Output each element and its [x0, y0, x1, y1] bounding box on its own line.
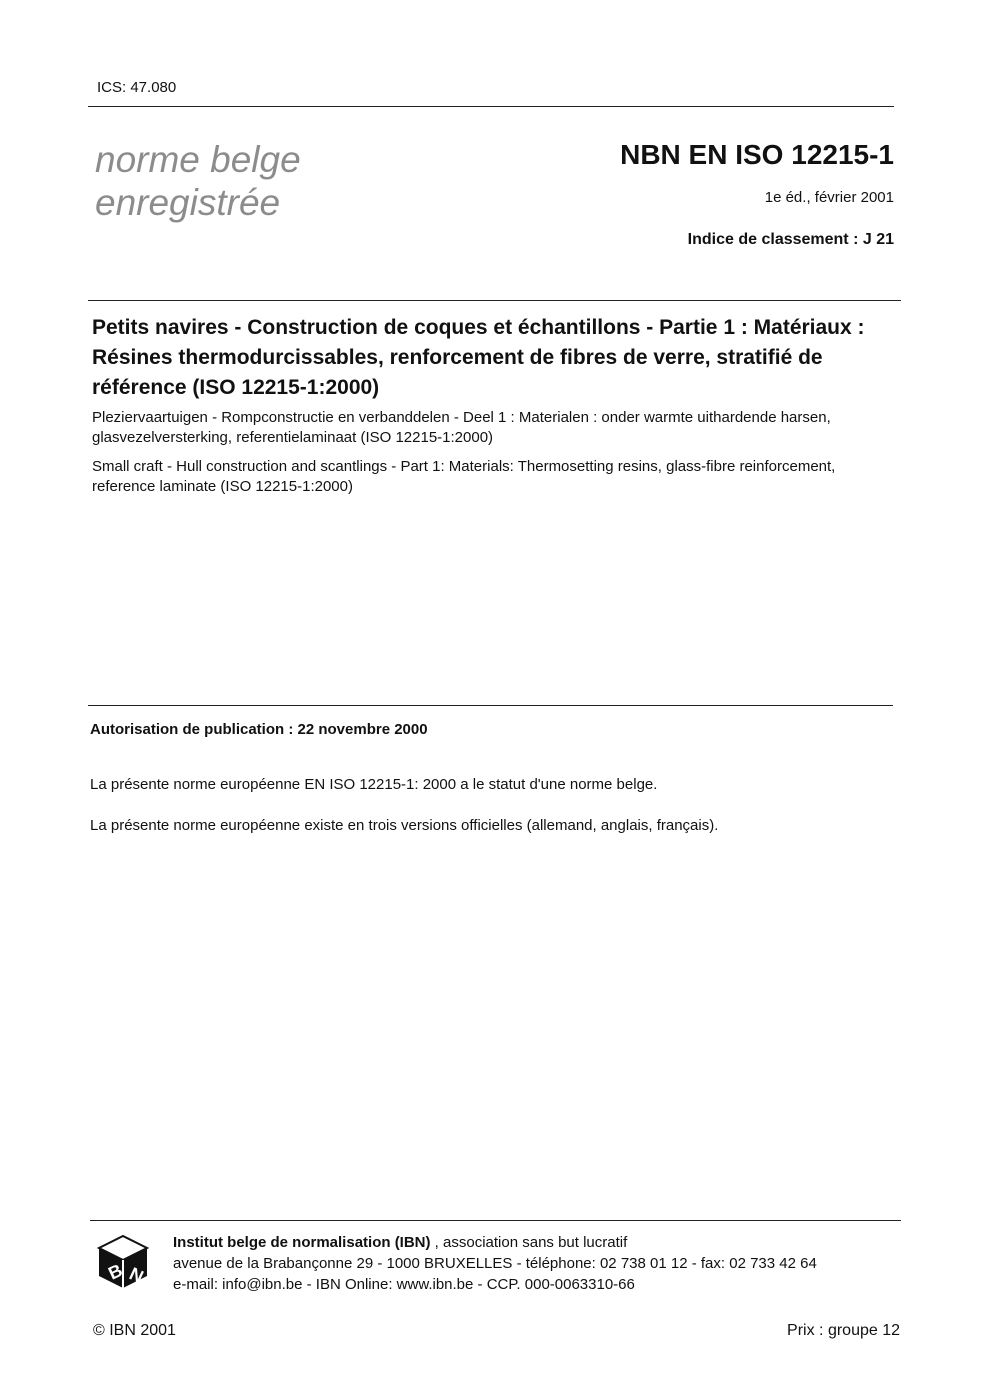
brand-line-2: enregistrée [95, 182, 281, 223]
footer-top-rule [90, 1220, 901, 1221]
ics-code: ICS: 47.080 [97, 79, 177, 96]
title-english: Small craft - Hull construction and scantlings - Part 1: Materials: Thermosetting resins, glass-fibre reinforcement, reference laminate (ISO 12215-1:2000) [92, 458, 836, 495]
versions-paragraph: La présente norme européenne existe en trois versions officielles (allemand, anglais, français). [90, 817, 719, 834]
brand-title [95, 138, 301, 224]
top-rule [88, 106, 894, 107]
brand-line-1: norme belge [95, 139, 301, 180]
institute-info [173, 1232, 817, 1295]
status-paragraph: La présente norme européenne EN ISO 12215-1: 2000 a le statut d'une norme belge. [90, 776, 658, 793]
institute-type: , association sans but lucratif [430, 1234, 628, 1251]
edition-info: 1e éd., février 2001 [764, 189, 894, 206]
institute-name: Institut belge de normalisation (IBN) [173, 1234, 431, 1251]
institute-address: avenue de la Brabançonne 29 - 1000 BRUXELLES - téléphone: 02 738 01 12 - fax: 02 733 42 64 [173, 1255, 817, 1272]
price-group: Prix : groupe 12 [787, 1322, 900, 1339]
title-dutch: Pleziervaartuigen - Rompconstructie en verbanddelen - Deel 1 : Materialen : onder warmte uithardende harsen, glasvezelversterking, referentielaminaat (ISO 12215-1:2000) [92, 409, 831, 446]
title-french: Petits navires - Construction de coques et échantillons - Partie 1 : Matériaux : Résines thermodurcissables, renforcement de fibres de verre, stratifié de référence (ISO 12215-1:2000) [92, 316, 865, 399]
ibn-cube-logo [97, 1234, 149, 1290]
title-top-rule [88, 300, 901, 301]
logo-letter-n: N [126, 1263, 147, 1288]
standard-code: NBN EN ISO 12215-1 [620, 139, 894, 170]
institute-contact: e-mail: info@ibn.be - IBN Online: www.ibn.be - CCP. 000-0063310-66 [173, 1276, 635, 1293]
publication-rule [88, 705, 893, 706]
publication-authorization: Autorisation de publication : 22 novembre 2000 [90, 721, 428, 738]
logo-letter-b: B [105, 1260, 126, 1284]
copyright: © IBN 2001 [93, 1322, 176, 1339]
institute-name-line [173, 1232, 817, 1253]
class-index: Indice de classement : J 21 [687, 231, 894, 248]
